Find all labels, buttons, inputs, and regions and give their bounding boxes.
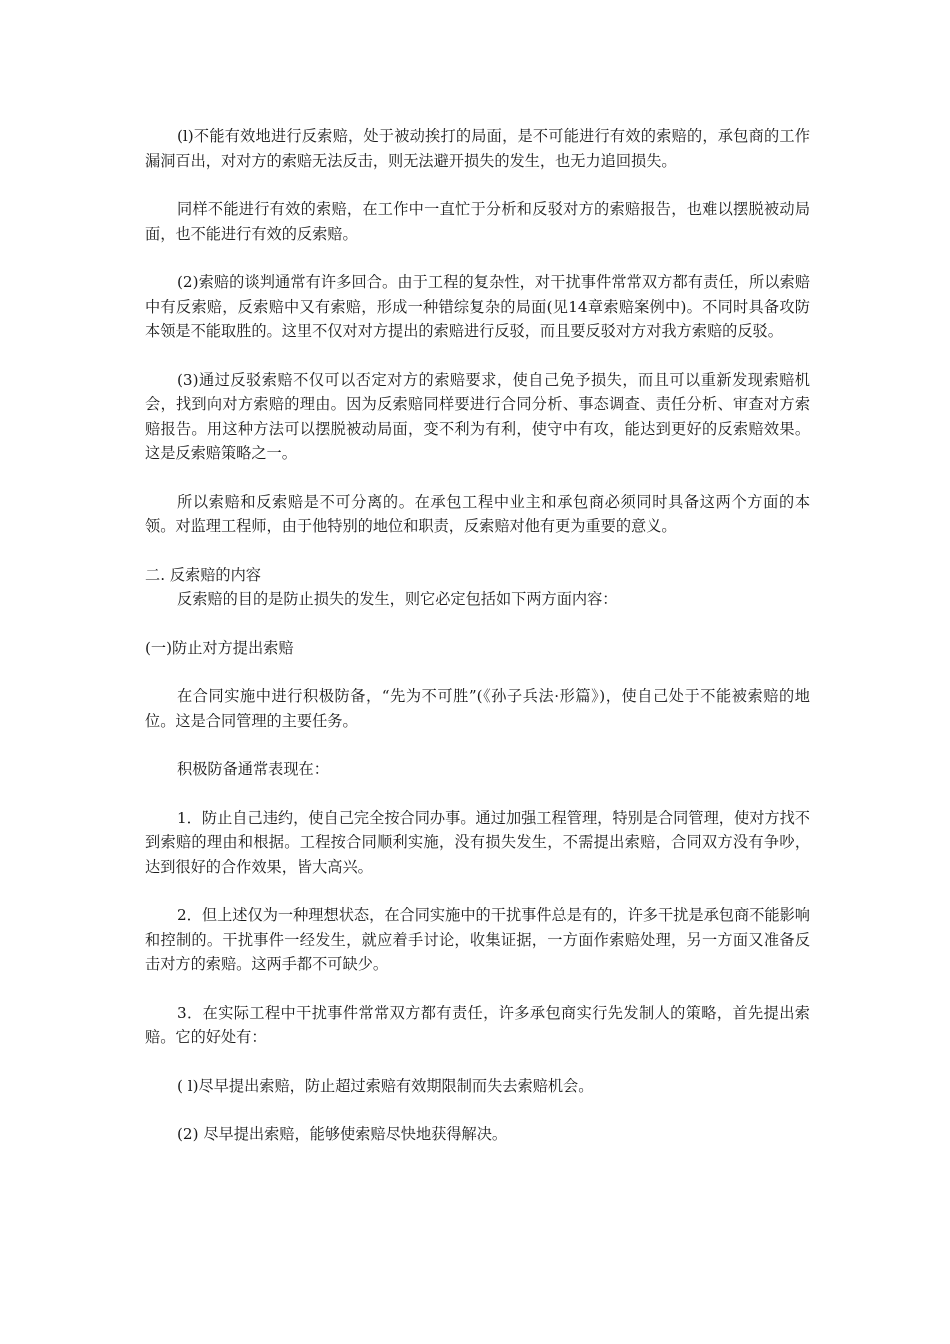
paragraph-5: 所以索赔和反索赔是不可分离的。在承包工程中业主和承包商必须同时具备这两个方面的本领。对监理工程师，由于他特别的地位和职责，反索赔对他有更为重要的意义。 (145, 492, 810, 535)
paragraph-9: 1．防止自己违约，使自己完全按合同办事。通过加强工程管理，特别是合同管理，使对方找不到索赔的理由和根据。工程按合同顺利实施，没有损失发生，不需提出索赔，合同双方没有争吵，达到很好的合作效果，皆大高兴。 (145, 808, 810, 876)
paragraph-11: 3．在实际工程中干扰事件常常双方都有责任，许多承包商实行先发制人的策略，首先提出索赔。它的好处有： (145, 1003, 810, 1046)
paragraph-12: ( l)尽早提出索赔，防止超过索赔有效期限制而失去索赔机会。 (177, 1076, 594, 1095)
paragraph-6: 反索赔的目的是防止损失的发生，则它必定包括如下两方面内容： (177, 590, 618, 608)
paragraph-8: 积极防备通常表现在： (177, 760, 329, 778)
paragraph-2: 同样不能进行有效的索赔，在工作中一直忙于分析和反驳对方的索赔报告，也难以摆脱被动局面，也不能进行有效的反索赔。 (145, 200, 810, 243)
section-heading-2: 二. 反索赔的内容 (145, 565, 261, 584)
paragraph-3: (2)索赔的谈判通常有许多回合。由于工程的复杂性，对干扰事件常常双方都有责任，所以索赔中有反索赔，反索赔中又有索赔，形成一种错综复杂的局面(见14章索赔案例中)。不同时具备攻防本领是不能取胜的。这里不仅对对方提出的索赔进行反驳，而且要反驳对方对我方索赔的反驳。 (145, 273, 810, 340)
paragraph-1: (l)不能有效地进行反索赔，处于被动挨打的局面，是不可能进行有效的索赔的，承包商的工作漏洞百出，对对方的索赔无法反击，则无法避开损失的发生，也无力追回损失。 (145, 127, 810, 170)
paragraph-7: 在合同实施中进行积极防备，“先为不可胜”(《孙子兵法·形篇》)，使自己处于不能被索赔的地位。这是合同管理的主要任务。 (145, 687, 810, 730)
subsection-heading-1: (一)防止对方提出索赔 (145, 638, 294, 657)
document-page (145, 124, 810, 1147)
paragraph-4: (3)通过反驳索赔不仅可以否定对方的索赔要求，使自己免予损失，而且可以重新发现索赔机会，找到向对方索赔的理由。因为反索赔同样要进行合同分析、事态调查、责任分析、审查对方索赔报告。用这种方法可以摆脱被动局面，变不利为有利，使守中有攻，能达到更好的反索赔效果。这是反索赔策略之一。 (145, 370, 810, 462)
paragraph-10: 2．但上述仅为一种理想状态，在合同实施中的干扰事件总是有的，许多干扰是承包商不能影响和控制的。干扰事件一经发生，就应着手讨论，收集证据，一方面作索赔处理，另一方面又准备反击对方的索赔。这两手都不可缺少。 (145, 906, 810, 973)
paragraph-13: (2) 尽早提出索赔，能够使索赔尽快地获得解决。 (177, 1125, 508, 1143)
